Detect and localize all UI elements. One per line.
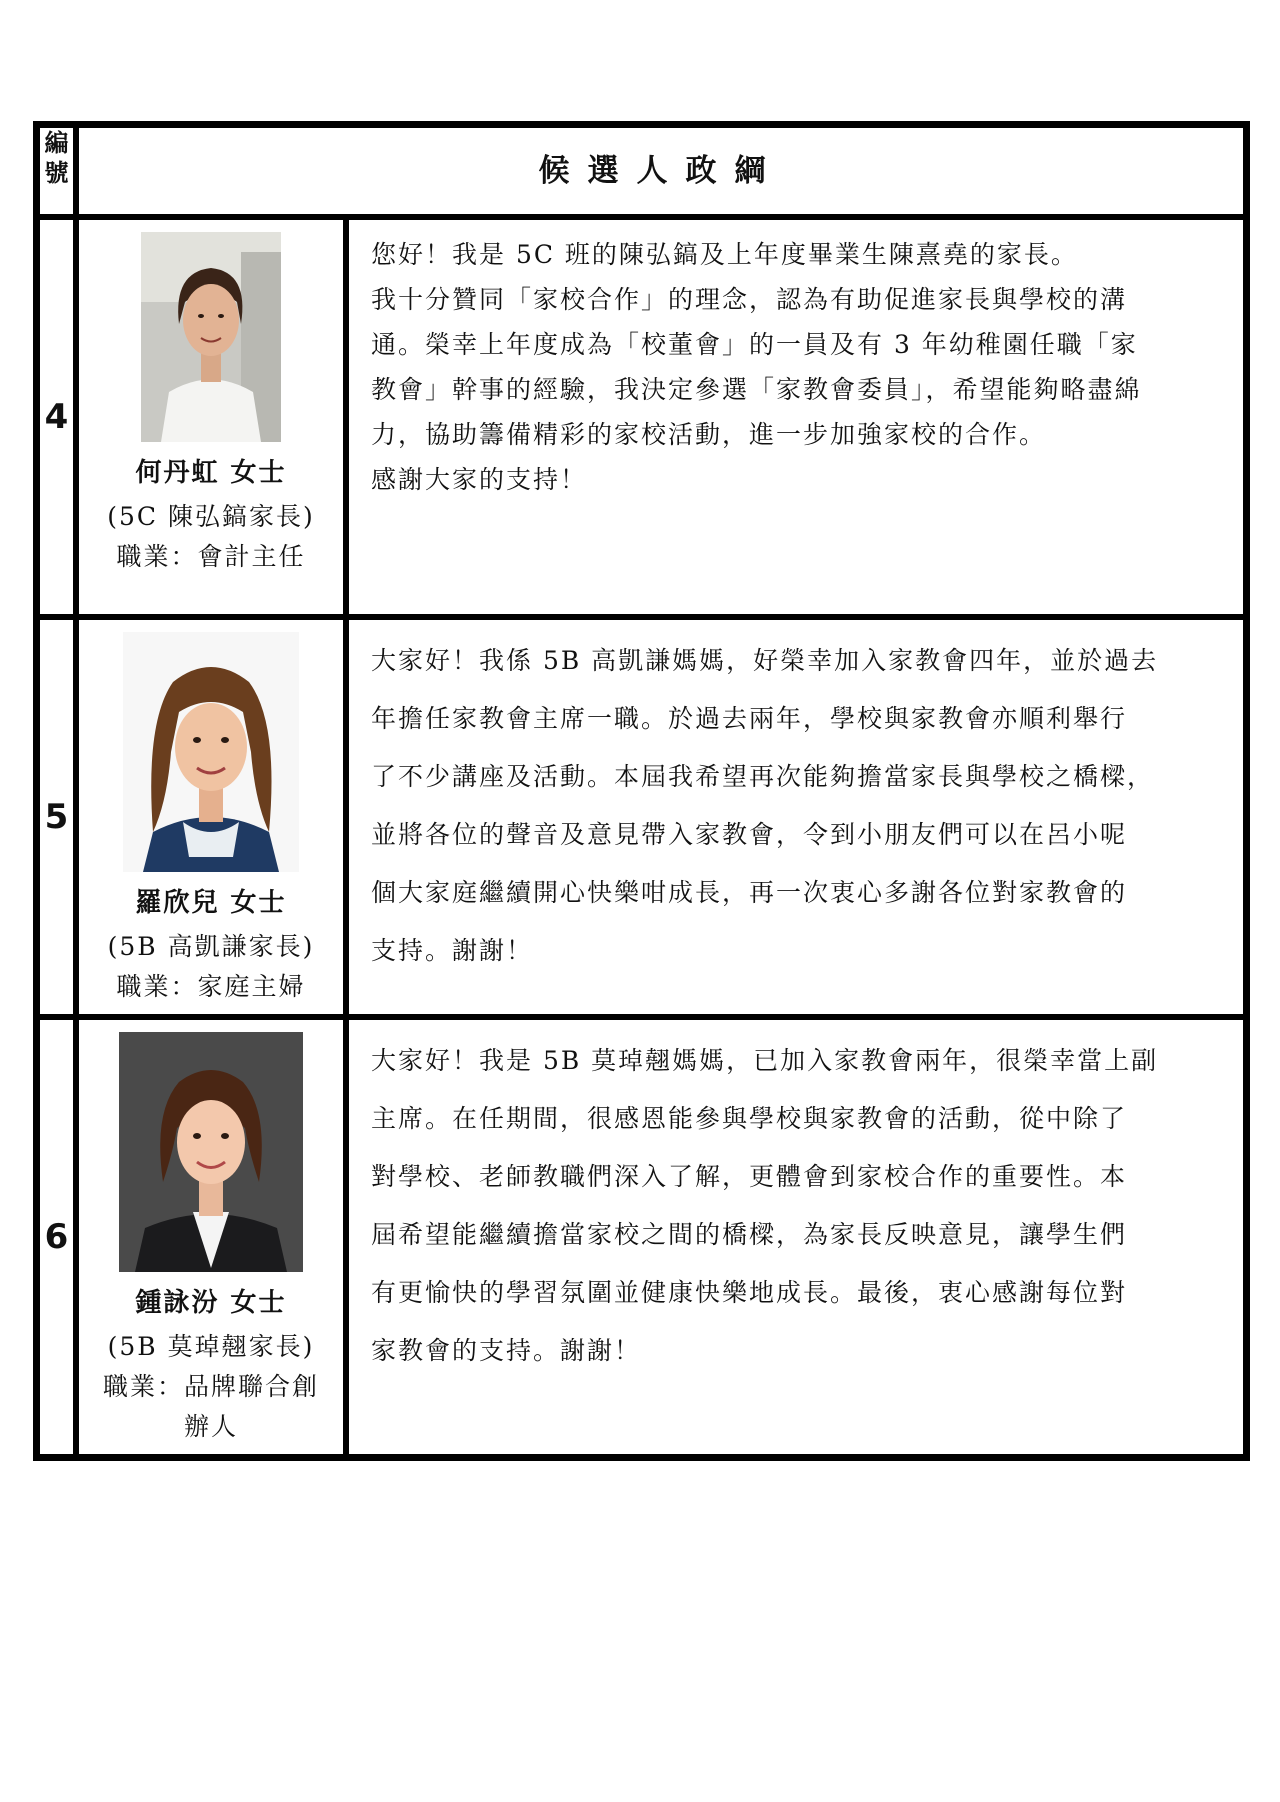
candidate-number: 6 bbox=[37, 1017, 76, 1457]
statement-line: 支持。謝謝！ bbox=[371, 936, 534, 965]
statement-line: 了不少講座及活動。本屆我希望再次能夠擔當家長與學校之橋樑， bbox=[371, 762, 1155, 791]
candidate-parent-of: (5B 高凱謙家長) bbox=[107, 932, 315, 961]
candidate-occupation bbox=[79, 1367, 343, 1447]
candidate-platform-table bbox=[33, 121, 1250, 1461]
candidate-name: 羅欣兒 女士 bbox=[135, 888, 287, 918]
statement-line: 屆希望能繼續擔當家校之間的橋樑，為家長反映意見，讓學生們 bbox=[371, 1220, 1128, 1249]
candidate-number: 5 bbox=[37, 617, 76, 1017]
candidate-occupation: 職業：會計主任 bbox=[116, 542, 306, 571]
candidate-profile bbox=[76, 1017, 346, 1457]
candidate-profile bbox=[76, 617, 346, 1017]
candidate-photo bbox=[141, 232, 281, 442]
statement-line: 我十分贊同「家校合作」的理念，認為有助促進家長與學校的溝 bbox=[371, 285, 1128, 314]
candidate-number: 4 bbox=[37, 217, 76, 617]
candidate-statement bbox=[346, 1017, 1246, 1457]
statement-line: 年擔任家教會主席一職。於過去兩年，學校與家教會亦順利舉行 bbox=[371, 704, 1128, 733]
number-header-line1: 編 bbox=[44, 128, 69, 157]
candidate-statement bbox=[346, 217, 1246, 617]
statement-line: 並將各位的聲音及意見帶入家教會，令到小朋友們可以在呂小呢 bbox=[371, 820, 1128, 849]
statement-line: 感謝大家的支持！ bbox=[371, 465, 588, 494]
statement-line: 教會」幹事的經驗，我決定參選「家教會委員」，希望能夠略盡綿 bbox=[371, 375, 1142, 404]
candidate-name: 何丹虹 女士 bbox=[135, 458, 287, 488]
number-column-header bbox=[37, 125, 76, 217]
candidate-name: 鍾詠汾 女士 bbox=[135, 1288, 287, 1318]
table-row bbox=[37, 217, 1246, 617]
table-title: 候選人政綱 bbox=[76, 125, 1246, 217]
table-header-row bbox=[37, 125, 1246, 217]
candidate-statement bbox=[346, 617, 1246, 1017]
candidate-parent-of: (5B 莫琸翹家長) bbox=[107, 1332, 315, 1361]
statement-line: 大家好！我係 5B 高凱謙媽媽，好榮幸加入家教會四年，並於過去 bbox=[371, 646, 1159, 675]
candidate-occupation: 職業：家庭主婦 bbox=[116, 972, 306, 1001]
candidate-photo bbox=[123, 632, 299, 872]
number-header-line2: 號 bbox=[44, 158, 69, 187]
candidate-photo bbox=[119, 1032, 303, 1272]
statement-line: 個大家庭繼續開心快樂咁成長，再一次衷心多謝各位對家教會的 bbox=[371, 878, 1128, 907]
statement-line: 家教會的支持。謝謝！ bbox=[371, 1336, 642, 1365]
statement-line: 您好！我是 5C 班的陳弘鎬及上年度畢業生陳熹堯的家長。 bbox=[371, 240, 1078, 269]
statement-line: 大家好！我是 5B 莫琸翹媽媽，已加入家教會兩年，很榮幸當上副 bbox=[371, 1046, 1159, 1075]
candidate-profile bbox=[76, 217, 346, 617]
table-row bbox=[37, 1017, 1246, 1457]
statement-line: 力，協助籌備精彩的家校活動，進一步加強家校的合作。 bbox=[371, 420, 1047, 449]
occupation-line: 職業：品牌聯合創 bbox=[102, 1372, 319, 1401]
statement-line: 通。榮幸上年度成為「校董會」的一員及有 3 年幼稚園任職「家 bbox=[371, 330, 1138, 359]
table-row bbox=[37, 617, 1246, 1017]
statement-line: 對學校、老師教職們深入了解，更體會到家校合作的重要性。本 bbox=[371, 1162, 1128, 1191]
statement-line: 有更愉快的學習氛圍並健康快樂地成長。最後，衷心感謝每位對 bbox=[371, 1278, 1128, 1307]
statement-line: 主席。在任期間，很感恩能參與學校與家教會的活動，從中除了 bbox=[371, 1104, 1128, 1133]
occupation-line: 辦人 bbox=[183, 1412, 238, 1441]
candidate-parent-of: (5C 陳弘鎬家長) bbox=[107, 502, 315, 531]
